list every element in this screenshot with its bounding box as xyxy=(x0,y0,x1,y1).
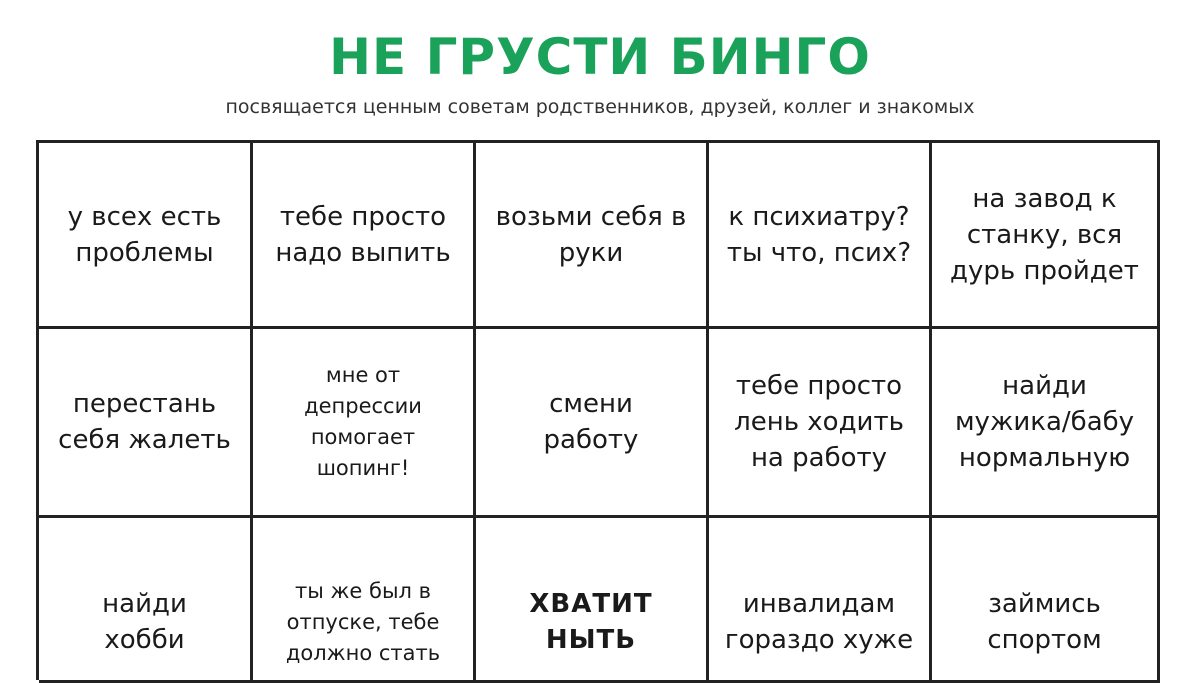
bingo-cell-r2c2 xyxy=(253,329,476,518)
bingo-cell-text: займись спортом xyxy=(987,589,1102,655)
bingo-cell-text: тебе просто надо выпить xyxy=(275,201,451,268)
bingo-cell-r1c2 xyxy=(253,143,476,329)
bingo-cell-text: мне от депрессии помогает шопинг! xyxy=(304,363,422,480)
bingo-cell-free xyxy=(476,518,709,683)
page-subtitle: посвящается ценным советам родственников, друзей, коллег и знакомых xyxy=(225,96,975,118)
bingo-cell-text: к психиатру? ты что, псих? xyxy=(726,201,912,268)
bingo-cell-text: найди хобби xyxy=(102,589,187,655)
bingo-cell-r1c1 xyxy=(39,143,253,329)
bingo-cell-text: ХВАТИТ НЫТЬ xyxy=(529,589,653,655)
bingo-cell-r3c4 xyxy=(709,518,932,683)
bingo-cell-r2c3 xyxy=(476,329,709,518)
bingo-cell-r3c2 xyxy=(253,518,476,683)
bingo-cell-r1c5 xyxy=(932,143,1160,329)
bingo-cell-text: перестань себя жалеть xyxy=(58,389,231,455)
bingo-cell-r2c4 xyxy=(709,329,932,518)
bingo-cell-r1c4 xyxy=(709,143,932,329)
bingo-cell-text: найди мужика/бабу нормальную xyxy=(954,371,1135,473)
bingo-cell-r1c3 xyxy=(476,143,709,329)
bingo-cell-r3c1 xyxy=(39,518,253,683)
bingo-cell-text: смени работу xyxy=(543,389,639,455)
bingo-cell-text: тебе просто лень ходить на работу xyxy=(734,371,904,473)
page-title: НЕ ГРУСТИ БИНГО xyxy=(329,28,871,86)
bingo-cell-text: инвалидам гораздо хуже xyxy=(724,589,914,655)
bingo-cell-r2c5 xyxy=(932,329,1160,518)
bingo-cell-text: у всех есть проблемы xyxy=(67,201,222,268)
bingo-cell-text: возьми себя в руки xyxy=(495,201,687,268)
bingo-cell-r2c1 xyxy=(39,329,253,518)
bingo-cell-text: ты же был в отпуске, тебе должно стать xyxy=(285,578,441,665)
bingo-cell-text: на завод к станку, вся дурь пройдет xyxy=(950,183,1139,286)
bingo-cell-r3c5 xyxy=(932,518,1160,683)
bingo-grid xyxy=(36,140,1160,680)
